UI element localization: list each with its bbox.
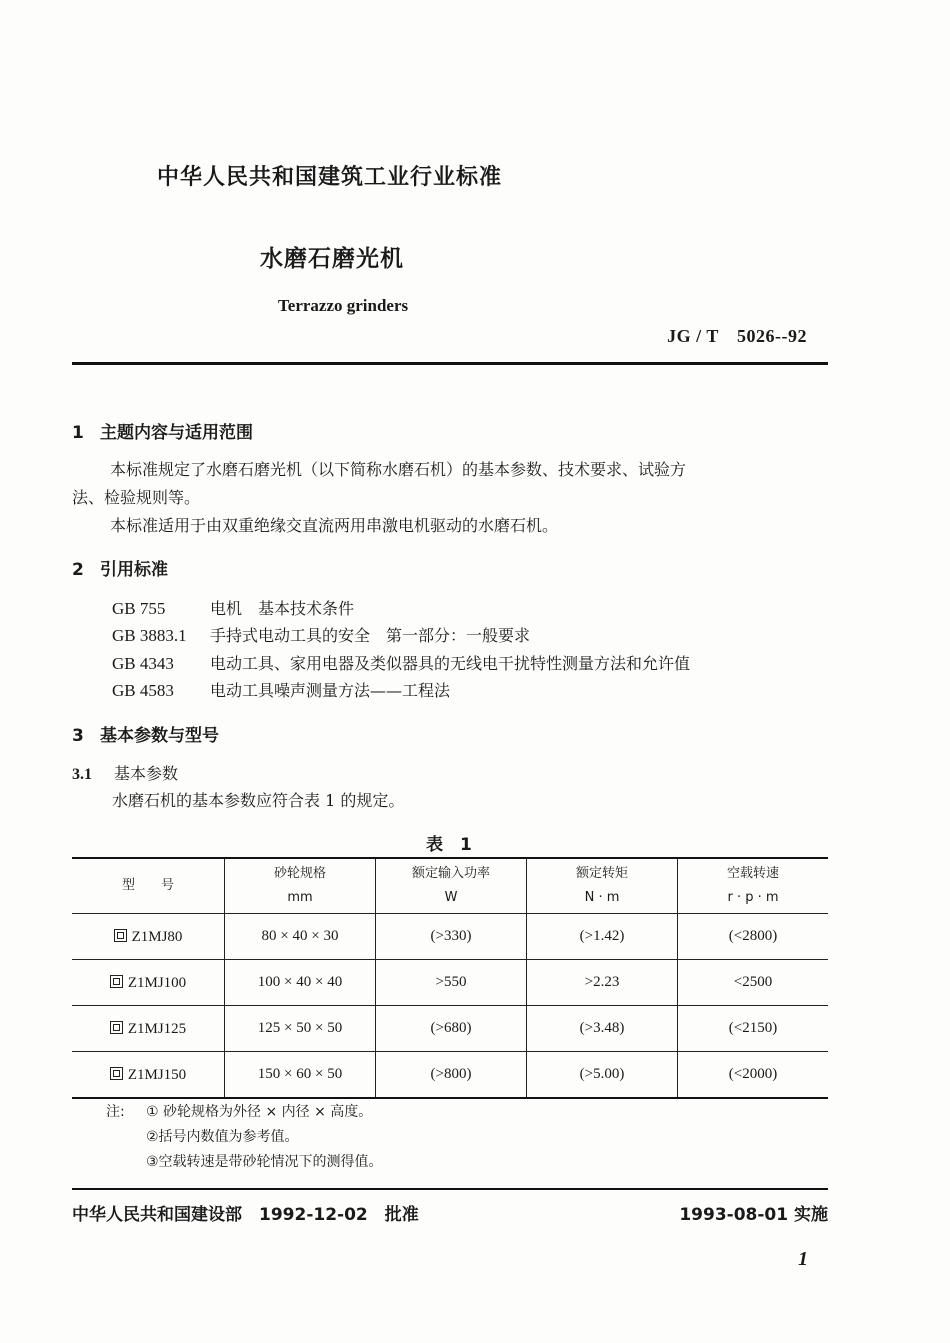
table-row: [72, 914, 828, 960]
model-mark-icon: [114, 929, 127, 942]
reference-text: 电机 基本技术条件: [210, 599, 355, 618]
table-cell: (>3.48): [527, 1006, 678, 1052]
parameter-table: [72, 857, 828, 1099]
model-name: Z1MJ125: [127, 1020, 187, 1037]
reference-text: 手持式电动工具的安全 第一部分：一般要求: [210, 626, 531, 645]
table-cell: 80 × 40 × 30: [225, 914, 376, 960]
reference-code: GB 4343: [112, 654, 174, 673]
table-cell: (<2150): [678, 1006, 829, 1052]
reference-item: [112, 651, 690, 674]
column-header-unit: W: [444, 890, 458, 905]
table-cell: >550: [376, 960, 527, 1006]
table-row: [72, 960, 828, 1006]
reference-code: GB 3883.1: [112, 626, 187, 645]
section-title: 主题内容与适用范围: [100, 423, 253, 443]
table-cell: (>680): [376, 1006, 527, 1052]
column-header: [72, 858, 225, 914]
model-cell: [72, 1006, 225, 1052]
table-cell: 150 × 60 × 50: [225, 1052, 376, 1099]
notes-label: 注:: [106, 1104, 125, 1120]
section-3-heading: [72, 721, 219, 746]
section-number: 3: [72, 726, 84, 746]
table-caption: 表 1: [426, 835, 472, 855]
column-header: [376, 858, 527, 914]
table-cell: (<2000): [678, 1052, 829, 1099]
table-row: [72, 1052, 828, 1099]
footer-rule: [72, 1188, 828, 1190]
document-title-en: Terrazzo grinders: [278, 296, 409, 315]
reference-text: 电动工具、家用电器及类似器具的无线电干扰特性测量方法和允许值: [210, 654, 691, 673]
model-name: Z1MJ150: [127, 1066, 187, 1083]
reference-item: [112, 678, 450, 701]
section-1-para-1a: 本标准规定了水磨石磨光机（以下简称水磨石机）的基本参数、技术要求、试验方: [110, 460, 687, 479]
subsection-title: 基本参数: [114, 764, 179, 783]
section-1-heading: [72, 418, 253, 443]
table-cell: 125 × 50 × 50: [225, 1006, 376, 1052]
column-header: [678, 858, 829, 914]
note-item: ① 砂轮规格为外径 × 内径 × 高度。: [146, 1104, 373, 1120]
column-header-label: 空载转速: [726, 866, 779, 881]
reference-item: [112, 596, 354, 619]
table-cell: (>800): [376, 1052, 527, 1099]
column-header-label: 额定转矩: [575, 866, 628, 881]
column-header-label: 型 号: [121, 878, 174, 893]
model-mark-icon: [110, 975, 123, 988]
model-cell: [72, 914, 225, 960]
model-cell: [72, 960, 225, 1006]
column-header: [225, 858, 376, 914]
standard-org-title: 中华人民共和国建筑工业行业标准: [157, 165, 503, 190]
column-header-unit: N · m: [584, 890, 620, 905]
table-header-row: [72, 858, 828, 914]
column-header-label: 砂轮规格: [273, 866, 326, 881]
model-cell: [72, 1052, 225, 1099]
document-title: 水磨石磨光机: [260, 246, 404, 272]
section-title: 引用标准: [100, 560, 168, 580]
page-number: 1: [798, 1248, 808, 1270]
section-2-heading: [72, 555, 168, 580]
table-cell: (>1.42): [527, 914, 678, 960]
model-name: Z1MJ100: [127, 974, 187, 991]
table-cell: >2.23: [527, 960, 678, 1006]
table-cell: 100 × 40 × 40: [225, 960, 376, 1006]
effective-date: 1993-08-01 实施: [679, 1205, 828, 1225]
approval-line: 中华人民共和国建设部 1992-12-02 批准: [72, 1205, 419, 1225]
model-name: Z1MJ80: [131, 928, 183, 945]
column-header-unit: r · p · m: [727, 890, 779, 905]
column-header-label: 额定输入功率: [411, 866, 490, 881]
standard-code: JG / T 5026--92: [667, 326, 807, 346]
model-mark-icon: [110, 1021, 123, 1034]
table-cell: (<2800): [678, 914, 829, 960]
table-row: [72, 1006, 828, 1052]
header-rule: [72, 362, 828, 365]
subsection-number: 3.1: [72, 766, 92, 783]
section-number: 2: [72, 560, 84, 580]
table-cell: (>330): [376, 914, 527, 960]
reference-item: [112, 623, 530, 646]
note-item: ②括号内数值为参考值。: [146, 1129, 299, 1145]
reference-code: GB 755: [112, 599, 166, 618]
table-cell: (>5.00): [527, 1052, 678, 1099]
reference-text: 电动工具噪声测量方法——工程法: [210, 681, 451, 700]
reference-code: GB 4583: [112, 681, 174, 700]
section-1-para-2: 本标准适用于由双重绝缘交直流两用串激电机驱动的水磨石机。: [110, 516, 559, 535]
section-1-para-1b: 法、检验规则等。: [72, 488, 201, 507]
column-header: [527, 858, 678, 914]
column-header-unit: mm: [287, 890, 313, 905]
section-3-para-1: 水磨石机的基本参数应符合表 1 的规定。: [112, 791, 405, 810]
table-cell: <2500: [678, 960, 829, 1006]
section-number: 1: [72, 423, 84, 443]
model-mark-icon: [110, 1067, 123, 1080]
section-title: 基本参数与型号: [100, 726, 219, 746]
subsection-3-1-heading: [72, 760, 178, 789]
note-item: ③空载转速是带砂轮情况下的测得值。: [146, 1154, 383, 1170]
